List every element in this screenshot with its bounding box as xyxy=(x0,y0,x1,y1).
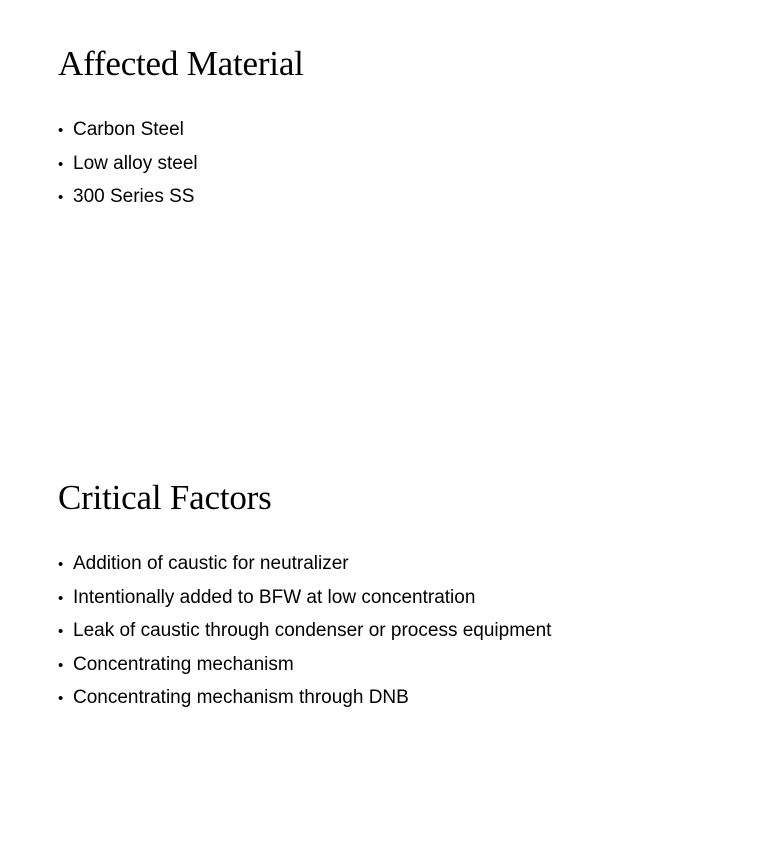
list-item xyxy=(58,649,551,683)
critical-factors-heading: Critical Factors xyxy=(58,478,272,517)
list-item xyxy=(58,682,551,716)
bullet-icon: • xyxy=(58,589,64,607)
list-item-text: Intentionally added to BFW at low concentration xyxy=(73,586,476,608)
bullet-icon: • xyxy=(58,656,64,674)
list-item-text: Carbon Steel xyxy=(73,119,184,140)
critical-factors-list xyxy=(58,548,551,716)
list-item xyxy=(58,114,304,148)
affected-material-list xyxy=(58,114,304,215)
bullet-icon: • xyxy=(58,189,64,206)
list-item-text: Addition of caustic for neutralizer xyxy=(73,553,349,574)
list-item xyxy=(58,148,304,182)
bullet-icon: • xyxy=(58,690,64,707)
critical-factors-section xyxy=(58,478,551,716)
list-item xyxy=(58,181,304,215)
list-item-text: 300 Series SS xyxy=(73,186,195,207)
bullet-icon: • xyxy=(58,623,64,640)
list-item-text: Concentrating mechanism through DNB xyxy=(73,687,409,708)
bullet-icon: • xyxy=(58,122,64,139)
list-item-text: Concentrating mechanism xyxy=(73,653,294,675)
list-item-text: Leak of caustic through condenser or process equipment xyxy=(73,620,552,641)
affected-material-heading: Affected Material xyxy=(58,44,304,83)
affected-material-section xyxy=(58,44,304,215)
list-item xyxy=(58,615,551,649)
bullet-icon: • xyxy=(58,556,64,573)
list-item xyxy=(58,548,551,582)
list-item-text: Low alloy steel xyxy=(73,152,198,174)
bullet-icon: • xyxy=(58,155,64,173)
list-item xyxy=(58,582,551,616)
